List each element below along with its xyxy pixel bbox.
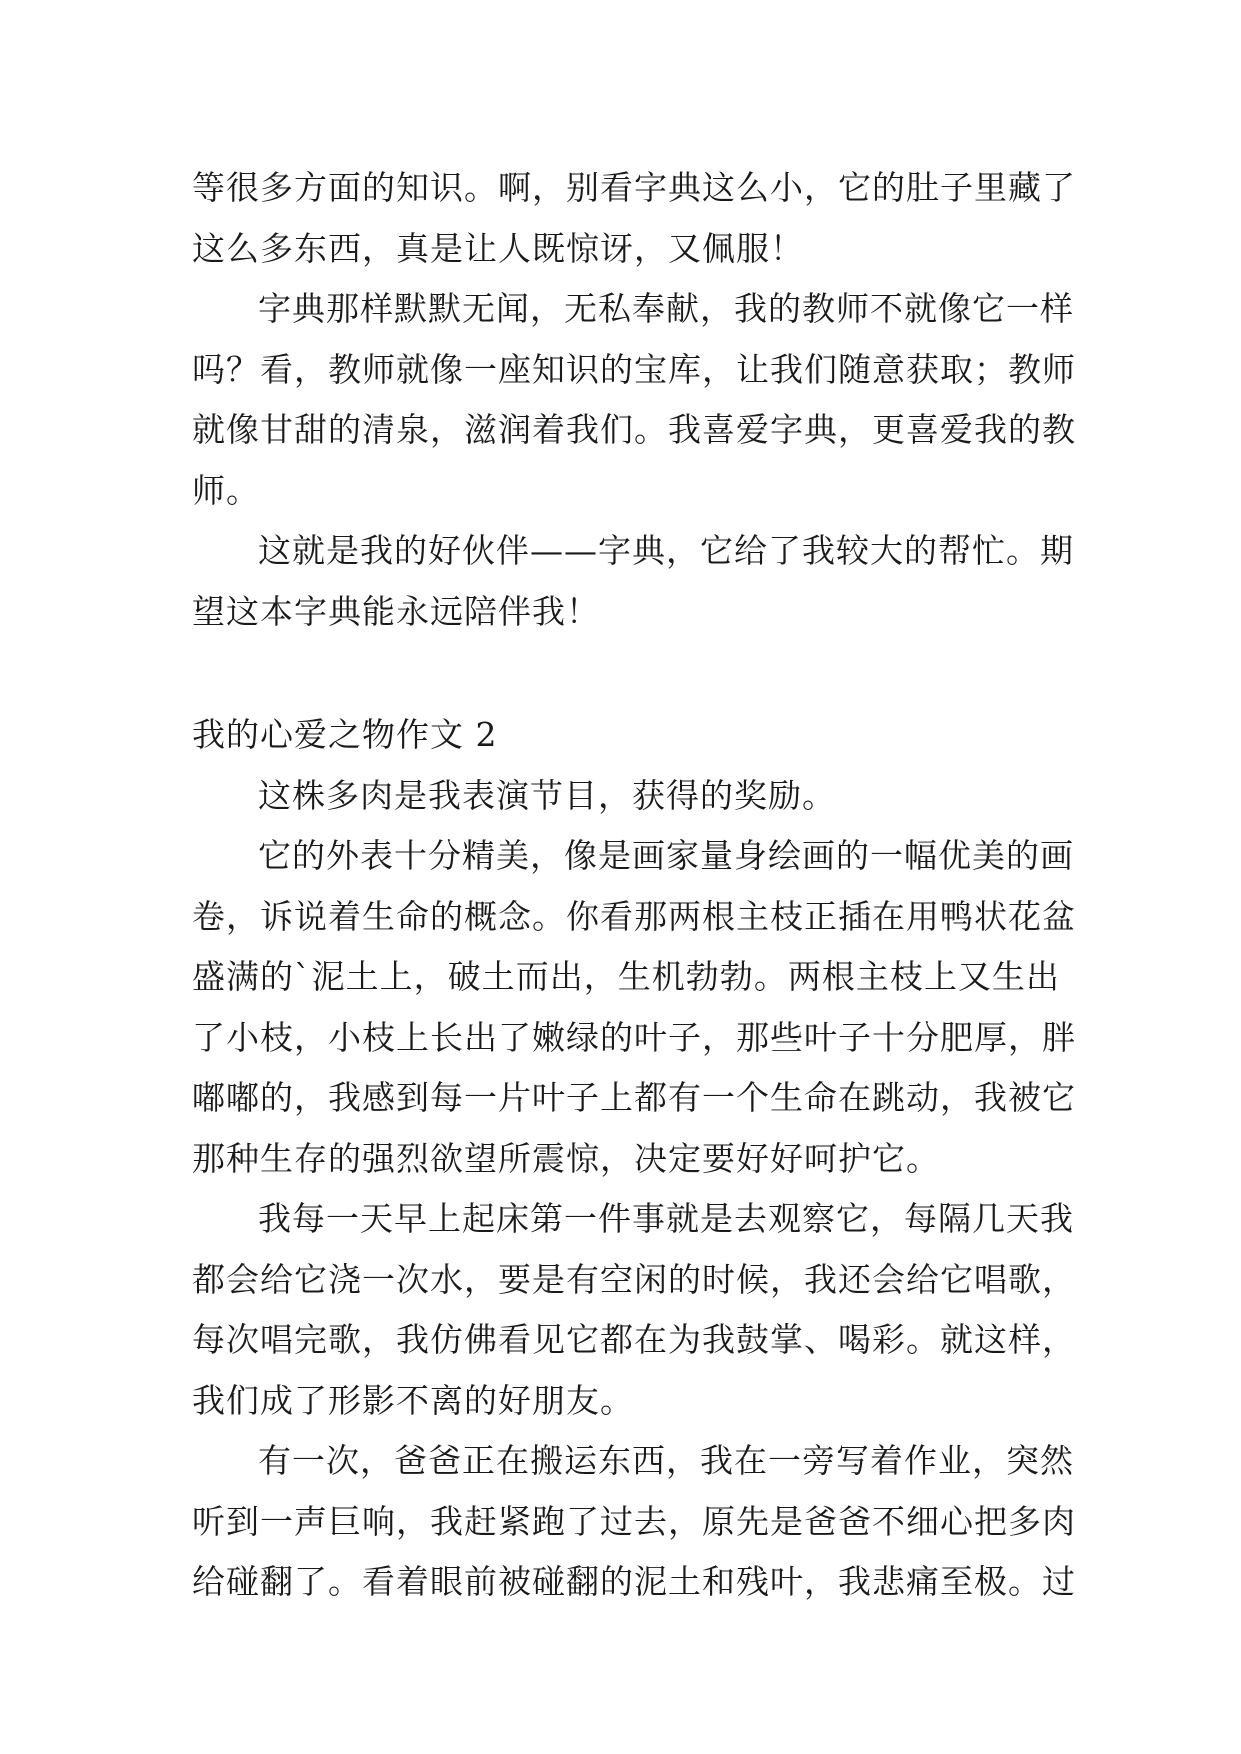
- text-line: 那种生存的强烈欲望所震惊，决定要好好呵护它。: [192, 1138, 940, 1178]
- text-line: 听到一声巨响，我赶紧跑了过去，原先是爸爸不细心把多肉: [192, 1501, 1076, 1541]
- text-line: 卷，诉说着生命的概念。你看那两根主枝正插在用鸭状花盆: [192, 896, 1076, 936]
- essay-2-body: [192, 766, 1076, 1613]
- document-body: [192, 158, 1076, 1613]
- text-line: 这么多东西，真是让人既惊讶，又佩服！: [192, 228, 804, 268]
- text-line: 嘟嘟的，我感到每一片叶子上都有一个生命在跳动，我被它: [192, 1078, 1076, 1117]
- section-title: 我的心爱之物作文 2: [192, 715, 498, 754]
- text-line: 就像甘甜的清泉，滋润着我们。我喜爱字典，更喜爱我的教: [192, 410, 1076, 449]
- text-line: 盛满的`泥土上，破土而出，生机勃勃。两根主枝上又生出: [192, 957, 1060, 996]
- text-line: 都会给它浇一次水，要是有空闲的时候，我还会给它唱歌，: [192, 1259, 1076, 1299]
- text-line: 字典那样默默无闻，无私奉献，我的教师不就像它一样: [258, 289, 1074, 328]
- text-line: 给碰翻了。看着眼前被碰翻的泥土和残叶，我悲痛至极。过: [192, 1562, 1076, 1601]
- text-line: 等很多方面的知识。啊，别看字典这么小，它的肚子里藏了: [192, 168, 1076, 207]
- text-line: 师。: [192, 470, 260, 510]
- essay-1-ending: [192, 158, 1076, 642]
- text-line: 我每一天早上起床第一件事就是去观察它，每隔几天我: [258, 1199, 1074, 1238]
- text-line: 了小枝，小枝上长出了嫩绿的叶子，那些叶子十分肥厚，胖: [192, 1017, 1076, 1057]
- text-line: 它的外表十分精美，像是画家量身绘画的一幅优美的画: [258, 836, 1074, 875]
- text-line: 每次唱完歌，我仿佛看见它都在为我鼓掌、喝彩。就这样，: [192, 1320, 1076, 1359]
- text-line: 望这本字典能永远陪伴我！: [192, 591, 600, 631]
- text-line: 这株多肉是我表演节目，获得的奖励。: [258, 775, 836, 815]
- text-line: 这就是我的好伙伴——字典，它给了我较大的帮忙。期: [258, 531, 1074, 570]
- text-line: 吗？看，教师就像一座知识的宝库，让我们随意获取；教师: [192, 349, 1076, 389]
- text-line: 我们成了形影不离的好朋友。: [192, 1380, 634, 1420]
- text-line: 有一次，爸爸正在搬运东西，我在一旁写着作业，突然: [258, 1441, 1074, 1480]
